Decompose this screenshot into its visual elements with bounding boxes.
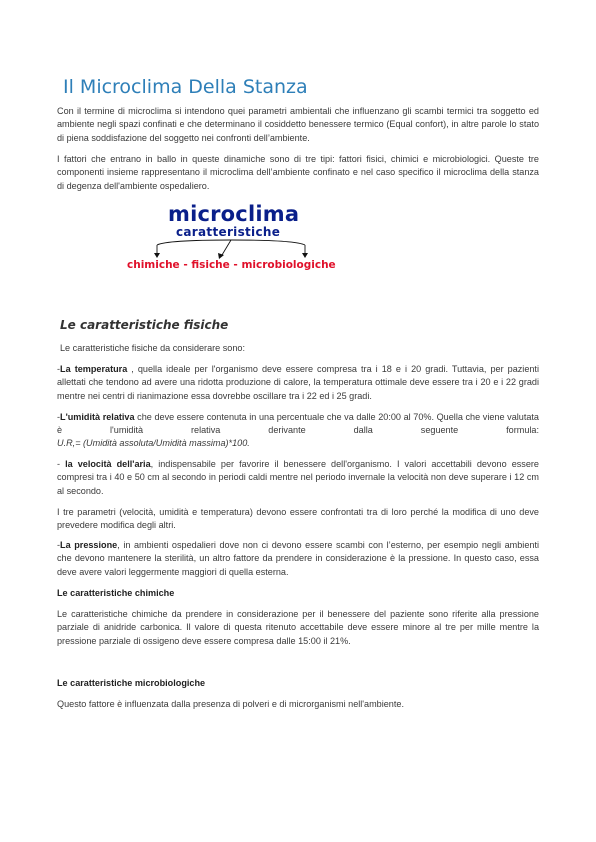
chimiche-paragraph: Le caratteristiche chimiche da prendere in considerazione per il benessere del paziente sono riferite alla pressione parziale di anidride carbonica. Il valore di questa ritenuto accettabile deve essere minore al tre per mille mentre la pressione parziale di ossigeno deve essere compresa dalle 15:00 il 21%. xyxy=(57,609,539,646)
section-heading-fisiche: Le caratteristiche fisiche xyxy=(60,318,229,332)
temperatura-paragraph: -La temperatura , quella ideale per l'organismo deve essere compresa tra i 18 e i 20 gradi. Tuttavia, per pazienti allettati che tendono ad avere una ridotta produzione di calore, la temperatura ottimale deve essere tra i 20 e i 22 gradi mentre nei centri di rianimazione essa dovrebbe oscillare tra i 22 ed i 25 gradi. xyxy=(57,364,539,401)
section-heading-chimiche: Le caratteristiche chimiche xyxy=(57,588,175,598)
pressione-label: La pressione xyxy=(60,540,118,550)
microbiologiche-paragraph: Questo fattore è influenzata dalla presenza di polveri e di microrganismi nell'ambiente. xyxy=(57,699,404,709)
fisiche-intro: Le caratteristiche fisiche da considerare sono: xyxy=(60,343,246,353)
section-heading-microbiologiche: Le caratteristiche microbiologiche xyxy=(57,678,206,688)
pressione-paragraph: -La pressione, in ambienti ospedalieri dove non ci devono essere scambi con l’esterno, per esempio negli ambienti che devono mantenere la sterilità, un altro fattore da prendere in considerazione è la pressione. In questo caso, essa deve avere valori leggermente maggiori di quella esterna. xyxy=(57,540,539,577)
page-title: Il Microclima Della Stanza xyxy=(63,76,308,98)
tre-parametri-paragraph: I tre parametri (velocità, umidità e temperatura) devono essere confrontati tra di loro perché la modifica di uno deve prevedere modifica degli altri. xyxy=(57,507,539,531)
microclima-diagram xyxy=(127,200,377,278)
temperatura-label: La temperatura xyxy=(60,364,128,374)
velocita-label: la velocità dell'aria xyxy=(65,459,151,469)
intro-paragraph-1: Con il termine di microclima si intendono quei parametri ambientali che influenzano gli scambi termici tra soggetto ed ambiente negli spazi confinati e che determinano il cosiddetto benessere termico (Equal confort), in altre parole lo stato di piena soddisfazione del soggetto nei confronti dell’ambiente. xyxy=(57,106,539,143)
velocita-paragraph: - la velocità dell'aria, indispensabile per favorire il benessere dell'organismo. I valori accettabili devono essere compresi tra i 40 e 50 cm al secondo in periodi caldi mentre nel periodo invernale la velocità non deve superare i 12 cm al secondo. xyxy=(57,459,539,496)
umidita-label: L'umidità relativa xyxy=(60,412,135,422)
diagram-bottom-label: chimiche - fisiche - microbiologiche xyxy=(127,259,336,271)
umidita-formula: U.R,= (Umidità assoluta/Umidità massima)*100. xyxy=(57,438,250,448)
diagram-sub-label: caratteristiche xyxy=(176,225,281,239)
umidita-paragraph: -L'umidità relativa che deve essere contenuta in una percentuale che va dalle 20:00 al 70%. Quella che viene valutata è l'umidità relativa derivante dalla seguente formula: xyxy=(57,412,539,436)
intro-paragraph-2: I fattori che entrano in ballo in queste dinamiche sono di tre tipi: fattori fisici, chimici e microbiologici. Queste tre componenti insieme rappresentano il microclima dell’ambiente confinato e nel caso specifico il microclima della stanza di degenza dell'ambiente ospedaliero. xyxy=(57,154,539,191)
diagram-main-label: microclima xyxy=(168,202,300,226)
